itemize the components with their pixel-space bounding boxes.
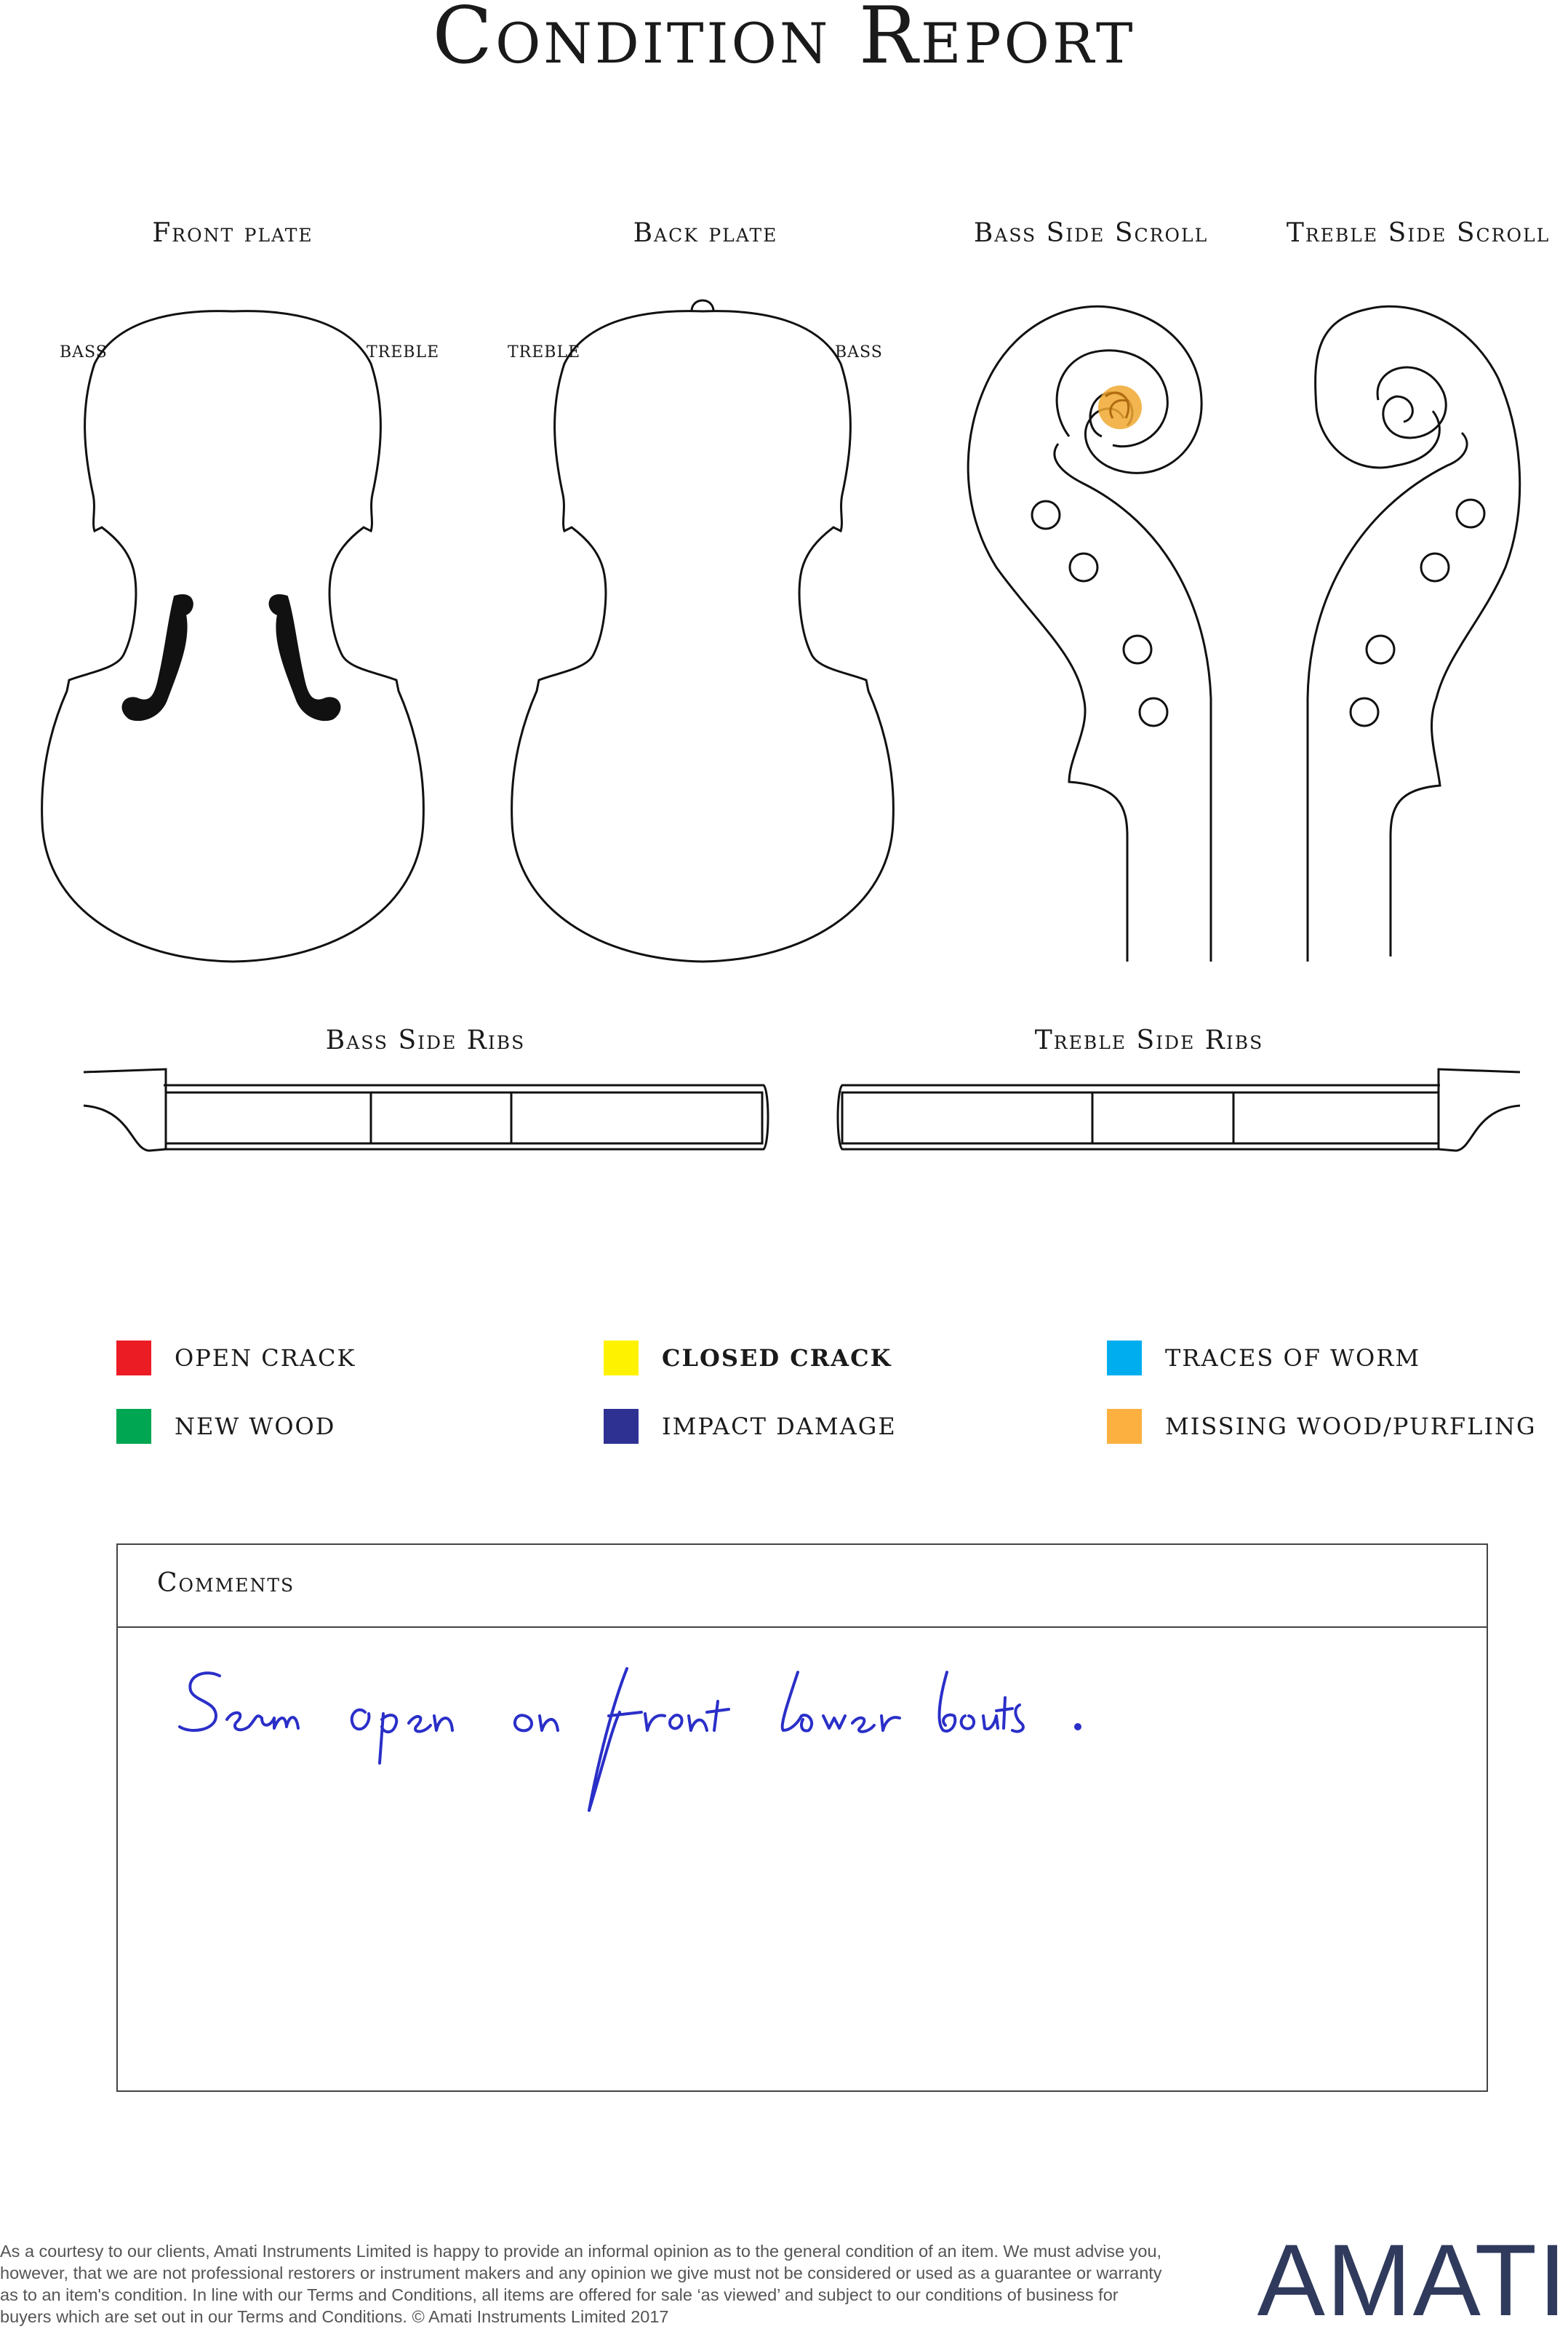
comments-header [118, 1545, 1487, 1628]
amati-logo: AMATI [1257, 2223, 1568, 2337]
front-plate-label: Front plate [152, 218, 313, 248]
treble-ribs-label: Treble Side Ribs [1034, 1026, 1264, 1055]
handwritten-comment [176, 1661, 1369, 1824]
f-hole-treble [270, 595, 340, 720]
bass-scroll-throat [1055, 444, 1211, 962]
front-plate-outline [42, 311, 424, 962]
legend-missing-wood [1107, 1408, 1537, 1445]
treble-scroll-outline [1316, 306, 1520, 956]
legend-swatch-impact-damage [604, 1409, 639, 1444]
front-bass-label: BASS [60, 343, 108, 361]
back-plate-outline [512, 311, 894, 962]
legend-label: TRACES OF WORM [1165, 1344, 1421, 1372]
legend-impact-damage [604, 1408, 897, 1445]
legend-label: NEW WOOD [175, 1413, 336, 1440]
back-bass-label: BASS [835, 343, 883, 361]
front-treble-label: TREBLE [367, 343, 440, 361]
bass-ribs-outline [164, 1085, 768, 1149]
treble-ribs-end [1439, 1069, 1520, 1151]
footer-disclaimer: As a courtesy to our clients, Amati Instruments Limited is happy to provide an informal opinion as to the general condition of an item. We must advise you, however, that we are not professional restorers or instrument makers and any opinion we give must not be considered or used as a guarantee or warranty as to an item's condition. In line with our Terms and Conditions, all items are offered for sale ‘as viewed’ and subject to our conditions of business for buyers which are set out in our Terms and Conditions. © Amati Instruments Limited 2017 [0, 2242, 1162, 2326]
legend-closed-crack [604, 1340, 892, 1376]
treble-ribs-outline [838, 1085, 1440, 1149]
legend-label: MISSING WOOD/PURFLING [1165, 1413, 1537, 1440]
handwriting-ink [176, 1661, 1369, 1821]
missing-wood-marking [1098, 385, 1142, 429]
treble-scroll-label: Treble Side Scroll [1286, 218, 1551, 248]
treble-scroll-eye [1377, 367, 1446, 438]
legend-swatch-closed-crack [604, 1341, 639, 1375]
legend-label: OPEN CRACK [175, 1344, 356, 1372]
legend-new-wood [116, 1408, 335, 1445]
legend-swatch-traces-of-worm [1107, 1341, 1142, 1375]
comments-box[interactable] [116, 1543, 1488, 2092]
bass-scroll-label: Bass Side Scroll [973, 218, 1209, 248]
legend-label: IMPACT DAMAGE [662, 1413, 897, 1440]
legend-open-crack [116, 1340, 356, 1376]
legend-traces-of-worm [1107, 1340, 1420, 1376]
legend-swatch-new-wood [116, 1409, 151, 1444]
bass-ribs-end [84, 1069, 166, 1151]
page-title: Condition Report [432, 0, 1136, 81]
back-treble-label: TREBLE [508, 343, 581, 361]
f-hole-bass [123, 595, 193, 720]
legend-label: CLOSED CRACK [662, 1344, 892, 1372]
back-plate-label: Back plate [633, 218, 778, 248]
legend-swatch-open-crack [116, 1341, 151, 1375]
treble-scroll-throat [1308, 433, 1467, 962]
back-button [692, 300, 713, 311]
legend-swatch-missing-wood [1107, 1409, 1142, 1444]
comments-heading: Comments [157, 1568, 295, 1598]
bass-ribs-label: Bass Side Ribs [325, 1026, 526, 1055]
